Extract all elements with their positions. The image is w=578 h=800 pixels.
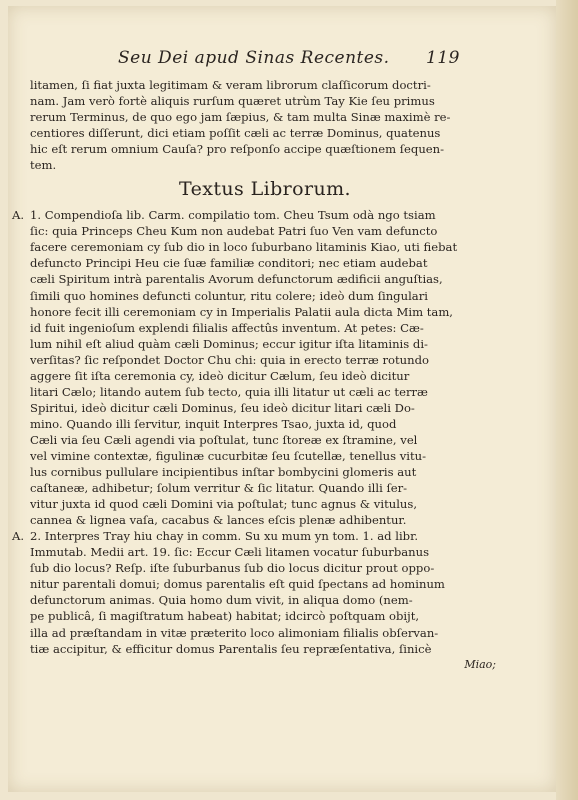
text-line: ſic: quia Princeps Cheu Kum non audebat Patri ſuo Ven vam defuncto	[30, 224, 438, 239]
text-line: caſtaneæ, adhibetur; ſolum verritur & ſic litatur. Quando illi ſer-	[30, 481, 408, 496]
text-line: cannea & lignea vaſa, cacabus & lances eſcis plenæ adhibentur.	[30, 513, 407, 528]
text-line: hic eſt rerum omnium Cauſa? pro reſponſo accipe quæſtionem ſequen-	[30, 142, 445, 157]
page-edge	[556, 0, 578, 800]
text-line: pe publicâ, ſi magiſtratum habeat) habitat; idcircò poſtquam obijt,	[30, 609, 420, 624]
text-line: rerum Terminus, de quo ego jam ſæpius, & tam multa Sinæ maximè re-	[30, 110, 451, 125]
text-line: vitur juxta id quod cæli Domini via poſtulat; tunc agnus & vitulus,	[30, 497, 418, 512]
paragraph-2-marker: A.	[12, 529, 25, 544]
section-heading: Textus Librorum.	[179, 178, 351, 201]
text-line: ſub dio locus? Reſp. iſte ſuburbanus ſub dio locus dicitur prout oppo-	[30, 561, 435, 576]
text-line: nitur parentali domui; domus parentalis eſt quid ſpectans ad hominum	[30, 577, 445, 592]
text-line: defunctorum animas. Quia homo dum vivit, in aliqua domo (nem-	[30, 593, 413, 608]
paragraph-2-lines	[30, 528, 500, 656]
text-line: id fuit ingenioſum explendi filialis affectûs inventum. At petes: Cæ-	[30, 320, 424, 335]
text-line: centiores diſſerunt, dici etiam poſſit cæli ac terræ Dominus, quatenus	[30, 126, 441, 141]
paragraph-1	[12, 207, 500, 528]
paragraph-1-lines	[30, 207, 500, 528]
running-header	[118, 48, 460, 68]
text-line: 2. Interpres Tray hiu chay in comm. Su xu mum yn tom. 1. ad libr.	[30, 529, 419, 544]
text-line: aggere ſit iſta ceremonia cy, ideò dicitur Cælum, ſeu ideò dicitur	[30, 368, 410, 383]
text-line: lum nihil eſt aliud quàm cæli Dominus; eccur igitur iſta litaminis di-	[30, 336, 428, 351]
text-line: illa ad præſtandam in vitæ præterito loco alimoniam filialis obſervan-	[30, 625, 439, 640]
text-line: litari Cælo; litando autem ſub tecto, quia illi litatur ut cæli ac terræ	[30, 384, 428, 399]
page-number: 119	[426, 48, 460, 68]
text-line: mino. Quando illi ſervitur, inquit Interpres Tsao, juxta id, quod	[30, 416, 397, 431]
text-line: verſitas? ſic reſpondet Doctor Chu chi: quia in erecto terræ rotundo	[30, 352, 429, 367]
text-line: Spiritui, ideò dicitur cæli Dominus, ſeu ideò dicitur litari cæli Do-	[30, 400, 415, 415]
text-line: Cæli via ſeu Cæli agendi via poſtulat, tunc ſtoreæ ex ſtramine, vel	[30, 432, 418, 447]
text-line: nam. Jam verò fortè aliquis rurſum quæret utrùm Tay Kie ſeu primus	[30, 94, 435, 109]
text-line: defuncto Principi Heu cie ſuæ familiæ conditori; nec etiam audebat	[30, 256, 428, 271]
text-line: 1. Compendioſa lib. Carm. compilatio tom. Cheu Tsum odà ngo tsiam	[30, 208, 436, 223]
text-line: facere ceremoniam cy ſub dio in loco ſuburbano litaminis Kiao, uti fiebat	[30, 240, 458, 255]
text-line: ſimili quo homines defuncti coluntur, ritu colere; ideò dum ſingulari	[30, 288, 428, 303]
paragraph-1-marker: A.	[12, 208, 25, 223]
intro-paragraph	[30, 77, 500, 173]
text-line: lus cornibus pullulare incipientibus inſtar bombycini glomeris aut	[30, 465, 417, 480]
catchword: Miao;	[464, 657, 496, 671]
running-title: Seu Dei apud Sinas Recentes.	[118, 48, 390, 68]
text-line: cæli Spiritum intrà parentalis Avorum defunctorum ædificii anguſtias,	[30, 272, 443, 287]
text-line: honore fecit illi ceremoniam cy in Imperialis Palatii aula dicta Mim tam,	[30, 304, 453, 319]
paragraph-2	[12, 528, 500, 656]
text-line: tiæ accipitur, & efficitur domus Parentalis ſeu repræſentativa, ſinicè	[30, 641, 432, 656]
text-line: tem.	[30, 158, 57, 173]
page-body	[12, 77, 500, 673]
text-line: Immutab. Medii art. 19. ſic: Eccur Cæli litamen vocatur ſuburbanus	[30, 545, 430, 560]
text-line: litamen, ſi fiat juxta legitimam & veram librorum claſſicorum doctri-	[30, 78, 431, 92]
text-line: vel vimine contextæ, figulinæ cucurbitæ ſeu ſcutellæ, tenellus vitu-	[30, 448, 427, 463]
